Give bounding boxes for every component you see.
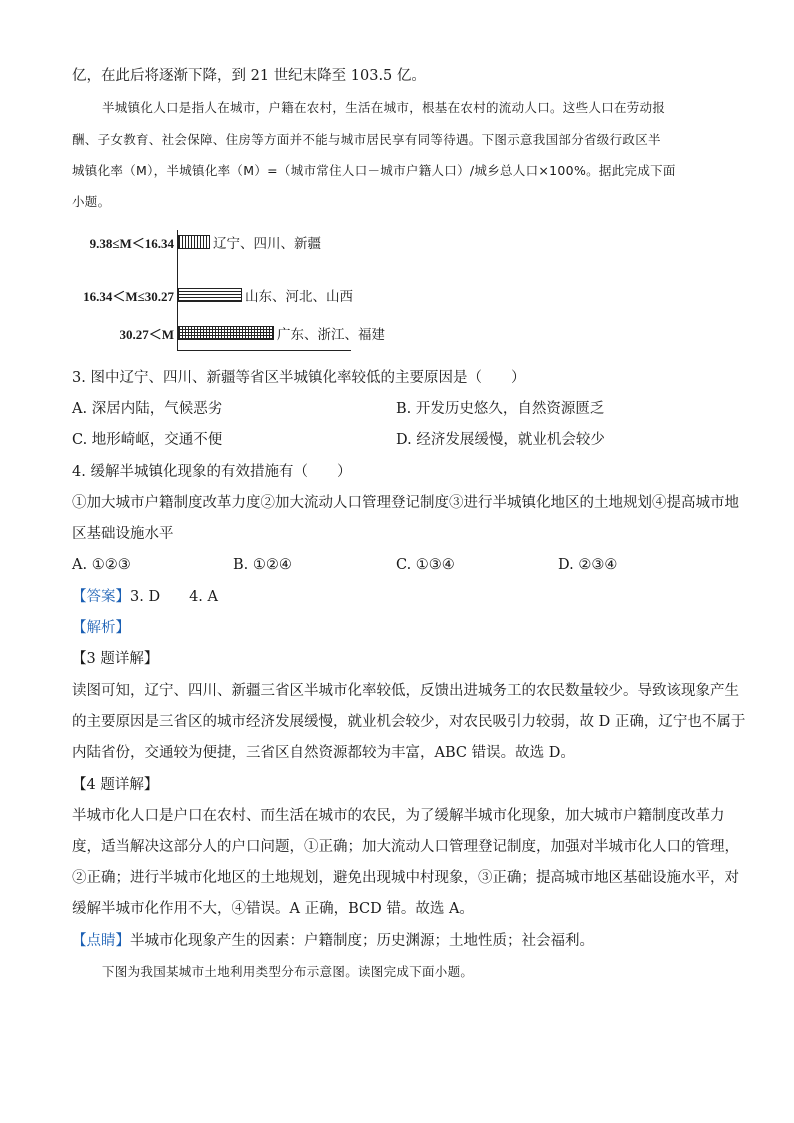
- question-4-detail-line-4: 缓解半城市化作用不大，④错误。A 正确，BCD 错。故选 A。: [72, 901, 474, 917]
- answer-tag: 【答案】: [72, 589, 130, 605]
- intro-line-4: 小题。: [72, 194, 111, 209]
- question-3-stem: 3. 图中辽宁、四川、新疆等省区半城镇化率较低的主要原因是（ ）: [72, 370, 526, 386]
- bar-label: 广东、浙江、福建: [277, 327, 385, 343]
- question-3-detail-tag: 【3 题详解】: [72, 651, 159, 667]
- question-3-detail-line-1: 读图可知，辽宁、四川、新疆三省区半城市化率较低，反馈出进城务工的农民数量较少。导致该现象产生: [72, 683, 739, 699]
- question-4-measures-line-2: 区基础设施水平: [72, 526, 174, 542]
- tip-tag: 【点睛】: [72, 933, 130, 949]
- tip-line: [72, 931, 594, 951]
- category-label: 9.38≤M＜16.34: [89, 236, 174, 251]
- category-label: 30.27＜M: [119, 327, 174, 342]
- intro-line-1: 半城镇化人口是指人在城市，户籍在农村，生活在城市，根基在农村的流动人口。这些人口在劳动报: [102, 100, 666, 115]
- question-3-option-c: C. 地形崎岖，交通不便: [72, 432, 223, 448]
- question-3-option-a: A. 深居内陆，气候恶劣: [72, 401, 223, 417]
- question-4-detail-line-3: ②正确；进行半城市化地区的土地规划，避免出现城中村现象，③正确；提高城市地区基础设施水平，对: [72, 870, 739, 886]
- question-4-stem: 4. 缓解半城镇化现象的有效措施有（ ）: [72, 464, 352, 480]
- question-4-option-d: D. ②③④: [558, 557, 618, 573]
- analysis-tag: 【解析】: [72, 620, 130, 636]
- question-3-option-d: D. 经济发展缓慢，就业机会较少: [396, 432, 605, 448]
- bar: [178, 288, 242, 302]
- next-question-intro: 下图为我国某城市土地利用类型分布示意图。读图完成下面小题。: [102, 964, 474, 979]
- question-3-detail-line-3: 内陆省份，交通较为便捷，三省区自然资源都较为丰富，ABC 错误。故选 D。: [72, 745, 575, 761]
- bar: [178, 326, 274, 340]
- question-4-option-a: A. ①②③: [72, 557, 131, 573]
- bar-label: 辽宁、四川、新疆: [213, 236, 321, 252]
- answer-line: [72, 587, 218, 607]
- question-3-detail-line-2: 的主要原因是三省区的城市经济发展缓慢，就业机会较少，对农民吸引力较弱，故 D 正确，辽宁也不属于: [72, 714, 746, 730]
- intro-line-2: 酬、子女教育、社会保障、住房等方面并不能与城市居民享有同等待遇。下图示意我国部分省级行政区半: [72, 132, 661, 147]
- bar-label: 山东、河北、山西: [245, 289, 353, 305]
- answer-text: 3. D 4. A: [130, 589, 218, 605]
- category-label: 16.34＜M≤30.27: [83, 289, 174, 304]
- intro-line-3: 城镇化率（M），半城镇化率（M）=（城市常住人口－城市户籍人口）/城乡总人口×100%。据此完成下面: [72, 163, 676, 178]
- bar: [178, 235, 210, 249]
- question-3-option-b: B. 开发历史悠久，自然资源匮乏: [396, 401, 605, 417]
- tip-text: 半城市化现象产生的因素：户籍制度；历史渊源；土地性质；社会福利。: [130, 933, 594, 949]
- paragraph-continuation: 亿，在此后将逐渐下降，到 21 世纪末降至 103.5 亿。: [72, 68, 426, 84]
- question-4-measures-line-1: ①加大城市户籍制度改革力度②加大流动人口管理登记制度③进行半城镇化地区的土地规划④提高城市地: [72, 495, 739, 511]
- question-4-option-c: C. ①③④: [396, 557, 455, 573]
- question-4-detail-line-2: 度，适当解决这部分人的户口问题，①正确；加大流动人口管理登记制度，加强对半城市化人口的管理，: [72, 839, 739, 855]
- semi-urbanization-chart: [60, 230, 400, 355]
- chart-horizontal-axis: [177, 350, 351, 351]
- question-4-option-b: B. ①②④: [233, 557, 292, 573]
- question-4-detail-line-1: 半城市化人口是户口在农村、而生活在城市的农民，为了缓解半城市化现象，加大城市户籍制度改革力: [72, 808, 725, 824]
- question-4-detail-tag: 【4 题详解】: [72, 777, 159, 793]
